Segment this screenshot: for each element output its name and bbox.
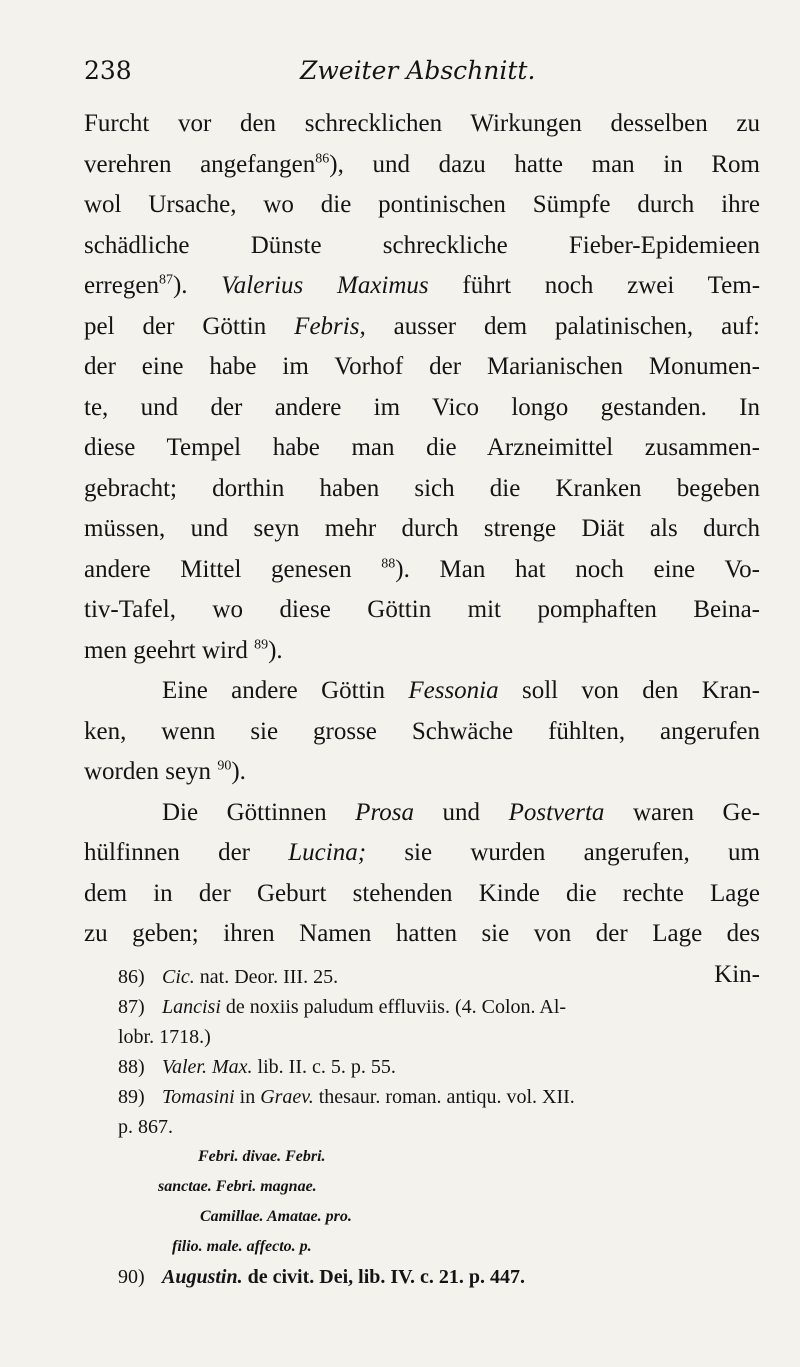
text-line: hülfinnen der Lucina; sie wurden angerufen, um xyxy=(84,839,760,866)
catchword: Kin- xyxy=(714,960,760,988)
footnote-continuation: p. 867. xyxy=(118,1116,173,1138)
goddess-name: Fessonia xyxy=(408,677,499,704)
inscription-line: Febri. divae. Febri. xyxy=(198,1148,326,1165)
text-line: Die Göttinnen Prosa und Postverta waren Ge- xyxy=(162,798,761,826)
footnote-ref: 87 xyxy=(158,272,173,288)
text-line: tiv-Tafel, wo diese Göttin mit pomphaften Beina- xyxy=(84,596,760,623)
text-line: Furcht vor den schrecklichen Wirkungen desselben zu xyxy=(84,110,760,137)
text-line: dem in der Geburt stehenden Kinde die rechte Lage xyxy=(84,879,760,907)
text-line: men geehrt wird $^{89}$). xyxy=(84,636,283,664)
text-line: worden seyn $^{90}$). xyxy=(84,758,246,785)
inscription-line: filio. male. affecto. p. xyxy=(172,1238,312,1255)
text-line: diese Tempel habe man die Arzneimittel zusammen- xyxy=(84,434,760,461)
inscription-line: sanctae. Febri. magnae. xyxy=(158,1178,317,1195)
footnote: 89) Tomasini in Graev. thesaur. roman. antiqu. vol. XII. xyxy=(118,1086,575,1108)
footnote-ref: 88 xyxy=(381,556,396,572)
footnote-continuation: lobr. 1718.) xyxy=(118,1026,211,1048)
text-line: wol Ursache, wo die pontinischen Sümpfe durch ihre xyxy=(84,191,760,218)
person-name: Valerius Maximus xyxy=(221,272,429,299)
page-number: 238 xyxy=(84,56,132,85)
goddess-name: Postverta xyxy=(508,798,605,826)
footnote-ref: 86 xyxy=(315,151,330,167)
text-line: schädliche Dünste schreckliche Fieber-Epidemieen xyxy=(84,231,760,259)
text-line: der eine habe im Vorhof der Marianischen Monumen- xyxy=(84,353,760,380)
text-line: ken, wenn sie grosse Schwäche fühlten, angerufen xyxy=(84,717,760,745)
text-line: pel der Göttin Febris, ausser dem palatinischen, auf: xyxy=(84,312,760,340)
footnotes xyxy=(118,962,758,1292)
text-line: gebracht; dorthin haben sich die Kranken begeben xyxy=(84,474,760,502)
text-line: Eine andere Göttin Fessonia soll von den Kran- xyxy=(162,677,760,704)
text-line: erregen$^{87}$). Valerius Maximus führt noch zwei Tem- xyxy=(84,272,761,299)
text-line: andere Mittel genesen $^{88}$). Man hat noch eine Vo- xyxy=(84,555,760,583)
footnote: 87) Lancisi de noxiis paludum effluviis. (4. Colon. Al- xyxy=(118,996,567,1018)
inscription-line: Camillae. Amatae. pro. xyxy=(200,1208,352,1225)
goddess-name: Prosa xyxy=(355,798,414,826)
running-title: Zweiter Abschnitt. xyxy=(300,56,536,85)
page-header xyxy=(84,56,764,96)
goddess-name: Lucina; xyxy=(288,839,367,866)
text-line: te, und der andere im Vico longo gestanden. In xyxy=(84,393,760,421)
main-text xyxy=(84,104,760,995)
text-line: müssen, und seyn mehr durch strenge Diät als durch xyxy=(84,515,760,542)
text-line: zu geben; ihren Namen hatten sie von der Lage des xyxy=(84,920,760,947)
footnote: 88) Valer. Max. lib. II. c. 5. p. 55. xyxy=(118,1056,396,1078)
footnote-ref: 90 xyxy=(217,758,232,774)
text-line: verehren angefangen$^{86}$), und dazu hatte man in Rom xyxy=(84,150,760,178)
footnote: 90) Augustin. de civit. Dei, lib. IV. c. 21. p. 447. xyxy=(118,1266,526,1288)
goddess-name: Febris, xyxy=(294,312,366,340)
footnote: 86) Cic. nat. Deor. III. 25. xyxy=(118,966,339,988)
footnote-ref: 89 xyxy=(254,637,269,653)
